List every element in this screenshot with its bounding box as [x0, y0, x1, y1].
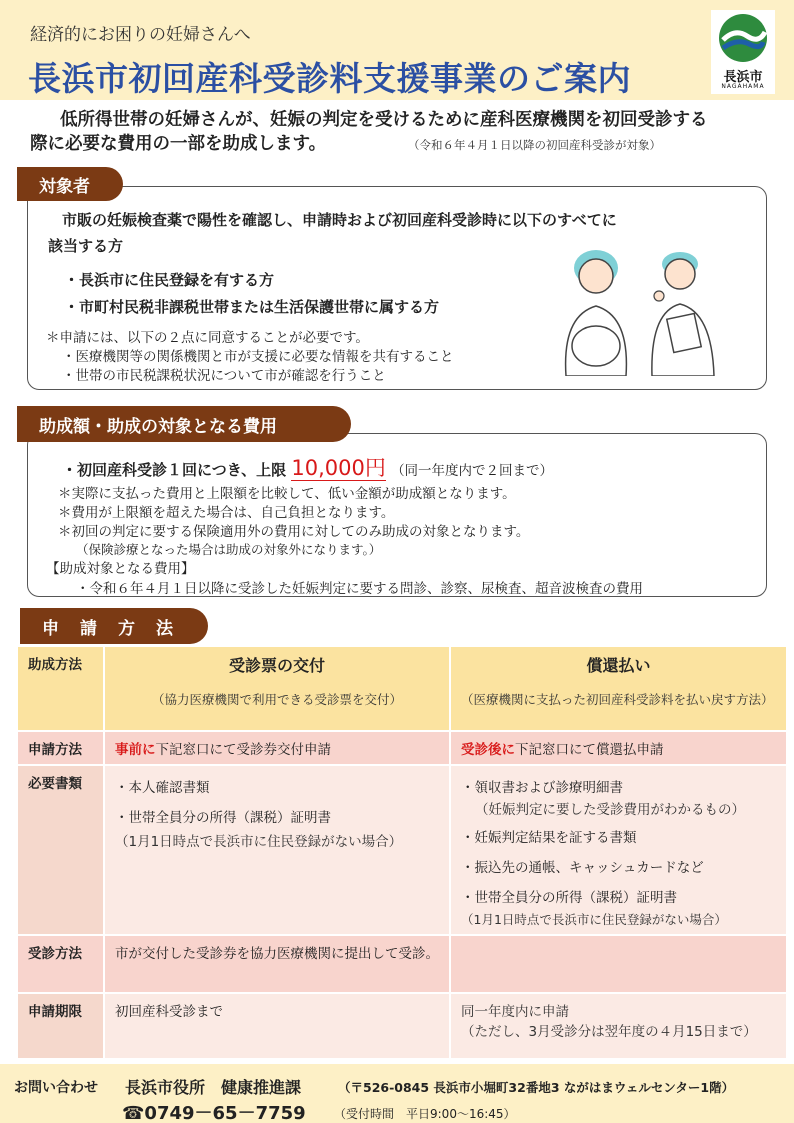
- row2-col1-item-1: ・本人確認書類: [115, 780, 210, 796]
- subsidy-target-head: 【助成対象となる費用】: [46, 561, 195, 577]
- row1-label: 申請方法: [18, 731, 104, 765]
- row2-col2-item-1: ・領収書および診療明細書: [461, 780, 623, 796]
- subsidy-note-2: ＊費用が上限額を超えた場合は、自己負担となります。: [58, 505, 395, 521]
- consent-note-head: ＊申請には、以下の２点に同意することが必要です。: [46, 330, 369, 346]
- contact-hours: （受付時間 平日9:00～16:45）: [334, 1107, 516, 1121]
- application-table: [18, 647, 788, 1060]
- col1-title: 受診票の交付: [228, 656, 325, 675]
- header-band: [0, 0, 794, 100]
- contact-org: 長浜市役所 健康推進課: [125, 1078, 302, 1097]
- row1-col2: [450, 731, 787, 765]
- row1-col1: [104, 731, 450, 765]
- contact-footer: [0, 1064, 794, 1123]
- section-tab-subsidy: 助成額・助成の対象となる費用: [17, 406, 351, 442]
- subsidy-note-1: ＊実際に支払った費用と上限額を比較して、低い金額が助成額となります。: [58, 486, 516, 502]
- col1-subtitle: （協力医療機関で利用できる受診票を交付）: [151, 692, 402, 707]
- row2-col2-item-2: ・妊娠判定結果を証する書類: [461, 830, 637, 846]
- intro-line1: 低所得世帯の妊婦さんが、妊娠の判定を受けるために産科医療機関を初回受診する: [60, 110, 708, 130]
- city-emblem-icon: [717, 12, 769, 64]
- pregnant-woman-and-doctor-illustration: [556, 246, 728, 376]
- logo-roman: NAGAHAMA: [721, 83, 765, 90]
- table-header-row: [18, 647, 787, 731]
- intro-line2: 際に必要な費用の一部を助成します。: [30, 134, 327, 154]
- row2-col1: [104, 765, 450, 935]
- row1-col1-rest: 下記窓口にて受診券交付申請: [155, 742, 331, 758]
- subsidy-note-4: （保険診療となった場合は助成の対象外になります。）: [76, 542, 382, 557]
- subtitle: 経済的にお困りの妊婦さんへ: [30, 25, 251, 45]
- table-row-application-method: [18, 731, 787, 765]
- row1-col2-rest: 下記窓口にて償還払申請: [515, 742, 664, 758]
- subsidy-amount-line: [62, 452, 553, 482]
- table-head-label: 助成方法: [18, 647, 104, 731]
- eligibility-text-line2: 該当する方: [48, 237, 124, 255]
- consent-note-2: ・世帯の市民税課税状況について市が確認を行うこと: [62, 368, 386, 384]
- table-col1-header: [104, 647, 450, 731]
- row1-col2-red: 受診後に: [461, 742, 515, 758]
- row2-col2-item-4-sub: （1月1日時点で長浜市に住民登録がない場合）: [461, 912, 727, 927]
- subsidy-line-prefix: ・初回産科受診１回につき、上限: [62, 461, 287, 479]
- row2-col2-item-4: ・世帯全員分の所得（課税）証明書: [461, 890, 677, 906]
- subsidy-amount: 10,000円: [291, 456, 386, 480]
- eligibility-text-line1: 市販の妊娠検査薬で陽性を確認し、申請時および初回産科受診時に以下のすべてに: [62, 211, 617, 229]
- eligibility-bullet-2: ・市町村民税非課税世帯または生活保護世帯に属する方: [64, 298, 440, 316]
- row4-col2-line2: （ただし、3月受診分は翌年度の４月15日まで）: [461, 1024, 757, 1040]
- row2-col1-sub: （1月1日時点で長浜市に住民登録がない場合）: [115, 834, 403, 850]
- row4-col2-line1: 同一年度内に申請: [461, 1004, 569, 1020]
- city-logo: [711, 10, 775, 94]
- row2-col2-item-3: ・振込先の通帳、キャッシュカードなど: [461, 860, 704, 876]
- row3-label: 受診方法: [18, 935, 104, 993]
- logo-text: 長浜市: [723, 70, 763, 85]
- section-tab-eligibility: 対象者: [17, 167, 123, 201]
- section-tab-application: 申 請 方 法: [20, 608, 208, 644]
- subsidy-line-suffix: （同一年度内で２回まで）: [391, 463, 554, 479]
- contact-phone: ☎0749－65－7759: [122, 1103, 306, 1123]
- row4-col2: [450, 993, 787, 1059]
- row3-col2: [450, 935, 787, 993]
- row2-col2: [450, 765, 787, 935]
- consent-note-1: ・医療機関等の関係機関と市が支援に必要な情報を共有すること: [62, 349, 454, 365]
- table-row-deadline: [18, 993, 787, 1059]
- col2-title: 償還払い: [586, 656, 651, 675]
- row2-col2-item-1-sub: （妊娠判定に要した受診費用がわかるもの）: [475, 802, 745, 818]
- row4-col1: 初回産科受診まで: [104, 993, 450, 1059]
- eligibility-bullet-1: ・長浜市に住民登録を有する方: [64, 271, 275, 289]
- row2-label: 必要書類: [18, 765, 104, 935]
- intro-date-note: （令和６年４月１日以降の初回産科受診が対象）: [408, 138, 661, 152]
- page-title: 長浜市初回産科受診料支援事業のご案内: [28, 59, 631, 98]
- row2-col1-item-2: ・世帯全員分の所得（課税）証明書: [115, 810, 331, 826]
- row3-col1: 市が交付した受診券を協力医療機関に提出して受診。: [104, 935, 450, 993]
- table-row-visit-method: [18, 935, 787, 993]
- row1-col1-red: 事前に: [115, 742, 156, 758]
- table-col2-header: [450, 647, 787, 731]
- row4-label: 申請期限: [18, 993, 104, 1059]
- contact-address: （〒526-0845 長浜市小堀町32番地3 ながはまウェルセンター1階）: [338, 1080, 735, 1095]
- table-row-documents: [18, 765, 787, 935]
- subsidy-target-text: ・令和６年４月１日以降に受診した妊娠判定に要する問診、診察、尿検査、超音波検査の費用: [76, 581, 643, 597]
- subsidy-note-3: ＊初回の判定に要する保険適用外の費用に対してのみ助成の対象となります。: [58, 524, 530, 540]
- contact-label: お問い合わせ: [14, 1080, 98, 1096]
- col2-subtitle: （医療機関に支払った初回産科受診料を払い戻す方法）: [461, 692, 774, 707]
